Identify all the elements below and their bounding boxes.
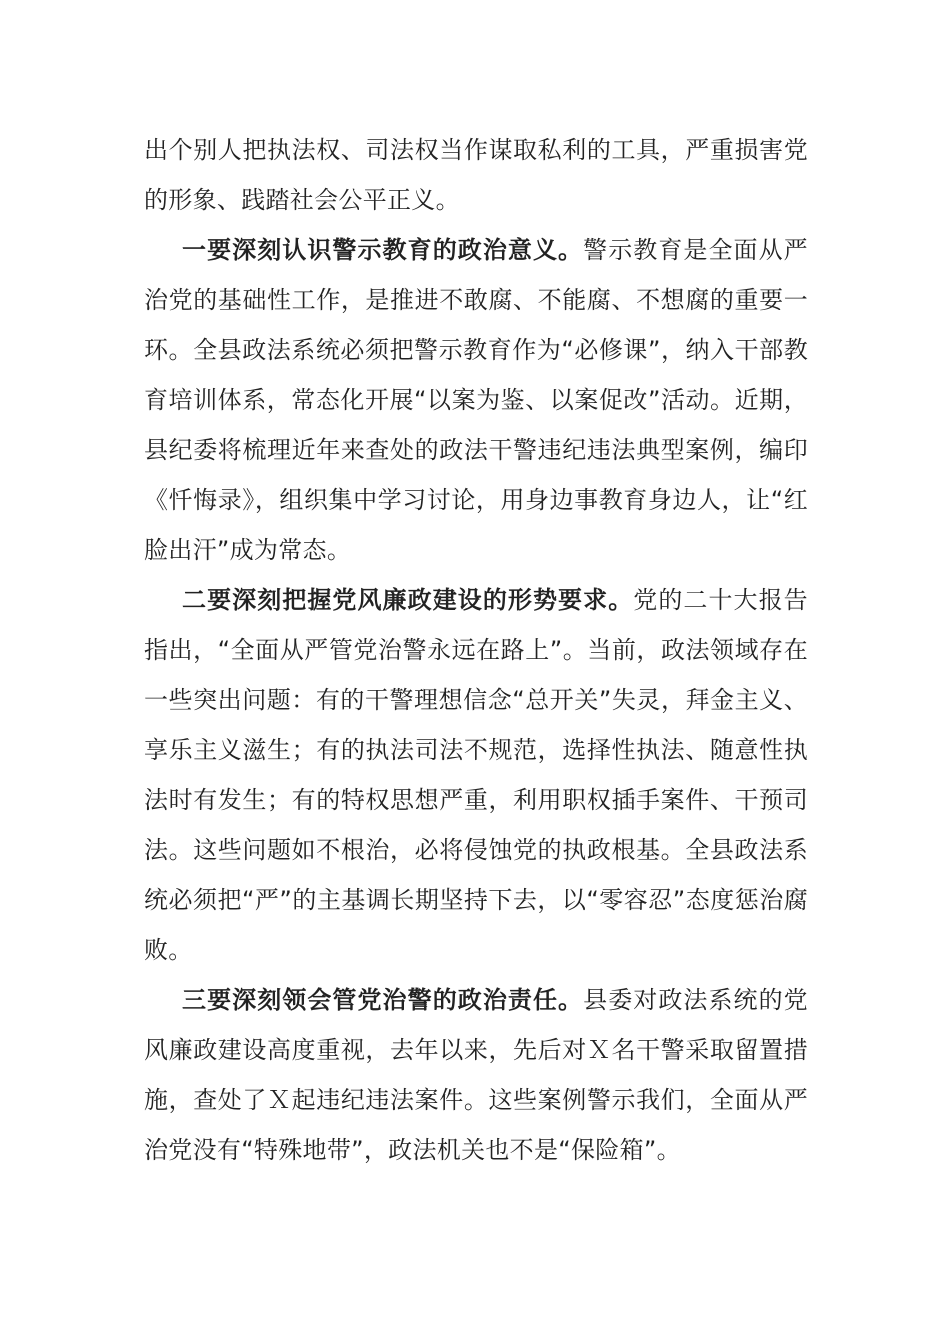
paragraph-text: 出个别人把执法权、司法权当作谋取私利的工具，严重损害党的形象、践踏社会公平正义。 (144, 136, 808, 214)
paragraph-political-responsibility (144, 975, 808, 1175)
paragraph-heading: 三要深刻领会管党治警的政治责任。 (182, 986, 584, 1014)
paragraph-political-significance (144, 225, 808, 575)
paragraph-heading: 二要深刻把握党风廉政建设的形势要求。 (182, 586, 634, 614)
paragraph-continuation (144, 125, 808, 225)
paragraph-text: 警示教育是全面从严治党的基础性工作，是推进不敢腐、不能腐、不想腐的重要一环。全县政法系统必须把警示教育作为“必修课”，纳入干部教育培训体系，常态化开展“以案为鉴、以案促改”活动。近期，县纪委将梳理近年来查处的政法干警违纪违法典型案例，编印《忏悔录》，组织集中学习讨论，用身边事教育身边人，让“红脸出汗”成为常态。 (144, 236, 808, 564)
paragraph-heading: 一要深刻认识警示教育的政治意义。 (182, 236, 584, 264)
paragraph-text: 党的二十大报告指出，“全面从严管党治警永远在路上”。当前，政法领域存在一些突出问题：有的干警理想信念“总开关”失灵，拜金主义、享乐主义滋生；有的执法司法不规范，选择性执法、随意性执法时有发生；有的特权思想严重，利用职权插手案件、干预司法。这些问题如不根治，必将侵蚀党的执政根基。全县政法系统必须把“严”的主基调长期坚持下去，以“零容忍”态度惩治腐败。 (144, 586, 808, 964)
paragraph-text: 县委对政法系统的党风廉政建设高度重视，去年以来，先后对Ｘ名干警采取留置措施，查处了Ｘ起违纪违法案件。这些案例警示我们，全面从严治党没有“特殊地带”，政法机关也不是“保险箱”。 (144, 986, 808, 1164)
paragraph-situation-requirements (144, 575, 808, 975)
document-body (144, 125, 808, 1175)
